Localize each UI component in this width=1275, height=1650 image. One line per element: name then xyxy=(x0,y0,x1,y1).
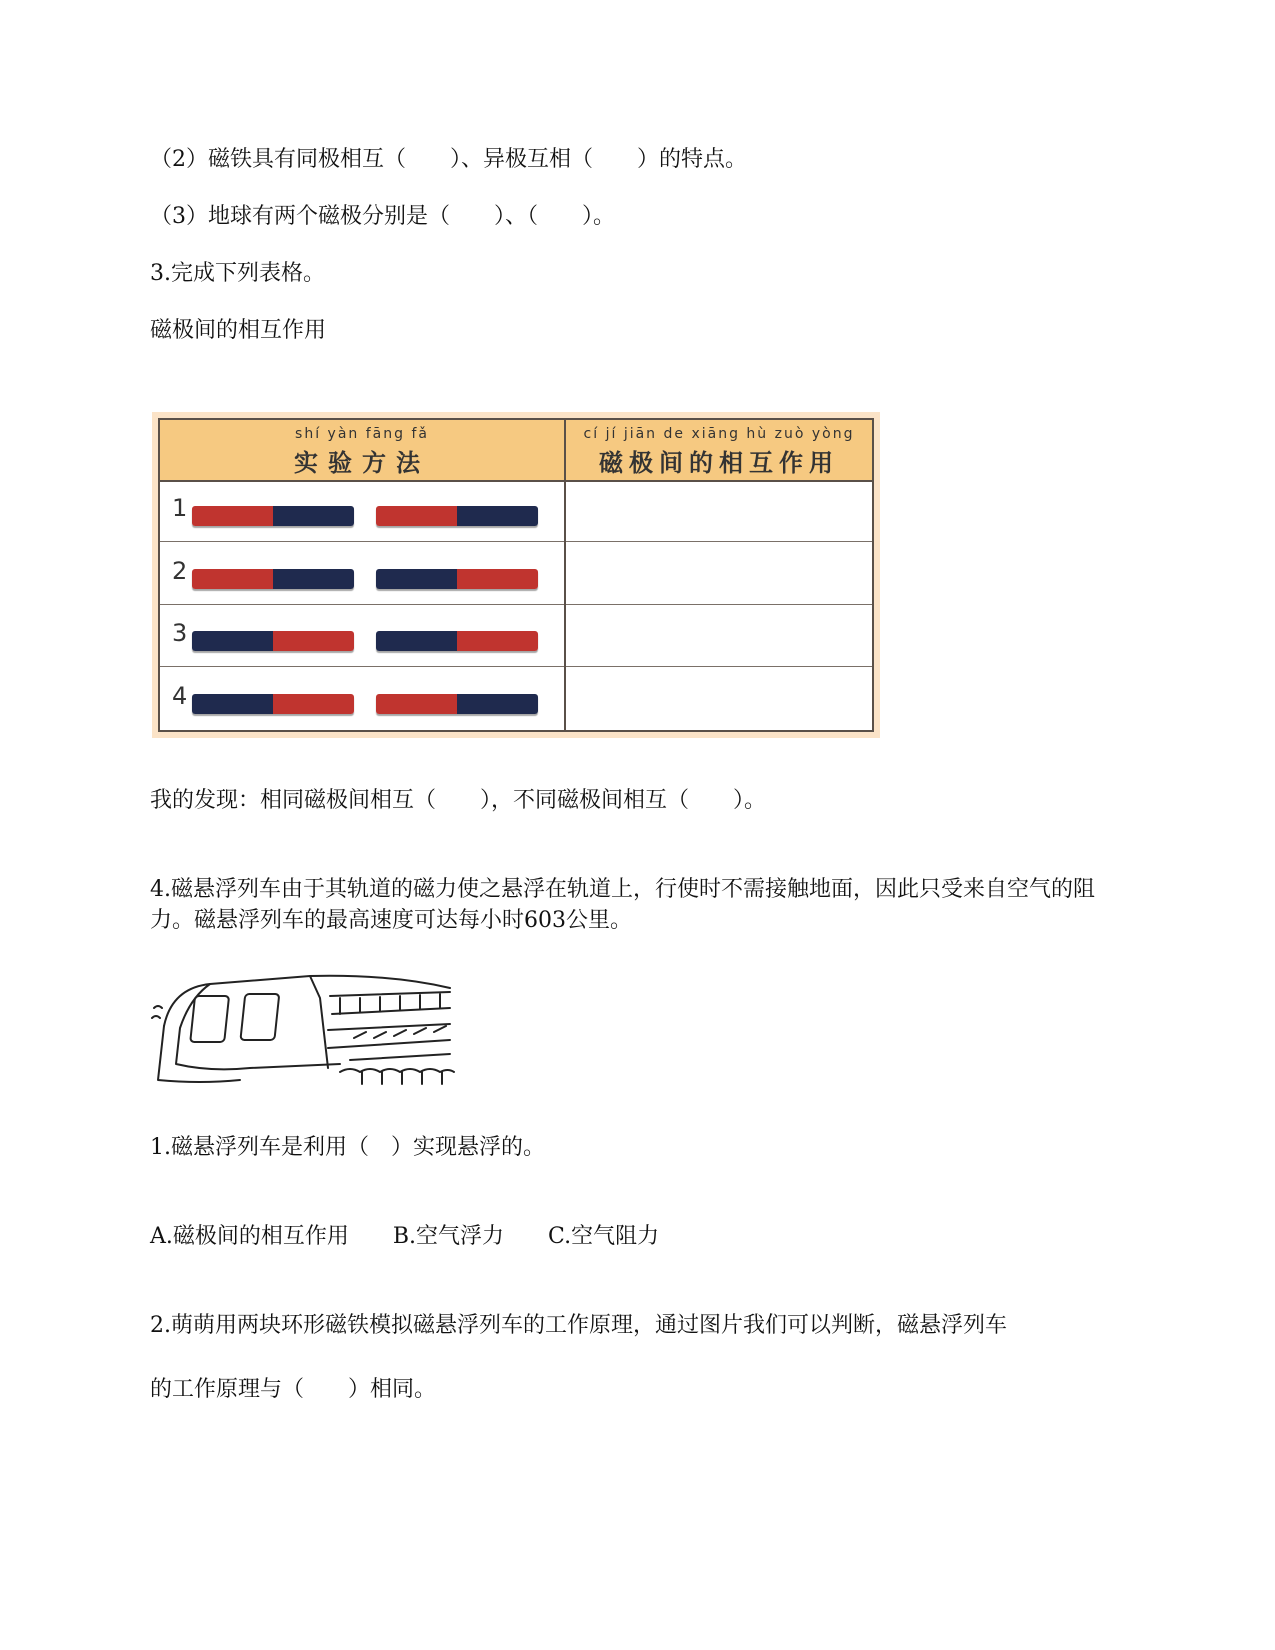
magnet-pole-blue xyxy=(376,631,457,651)
question-3-title: 3.完成下列表格。 xyxy=(150,261,325,286)
magnet-pole-blue xyxy=(376,569,457,589)
bar-magnet xyxy=(192,631,354,651)
table-row xyxy=(160,543,872,605)
magnet-pole-red xyxy=(457,569,538,589)
bar-magnet xyxy=(192,694,354,714)
table-row xyxy=(160,480,872,542)
answer-cell[interactable] xyxy=(566,543,872,604)
magnet-pole-blue xyxy=(457,506,538,526)
magnet-pole-blue xyxy=(273,569,354,589)
header-interaction-label: 磁极间的相互作用 xyxy=(599,448,839,477)
question-2-part-3: （3）地球有两个磁极分别是（ ）、（ ）。 xyxy=(150,204,615,229)
sub-question-1: 1.磁悬浮列车是利用（ ）实现悬浮的。 xyxy=(150,1135,545,1160)
row-number: 3 xyxy=(172,619,188,647)
magnet-pole-red xyxy=(192,506,273,526)
header-interaction-pinyin: cí jí jiān de xiāng hù zuò yòng xyxy=(583,426,855,442)
magnet-pole-red xyxy=(192,569,273,589)
answer-cell[interactable] xyxy=(566,605,872,666)
magnet-pole-blue xyxy=(192,694,273,714)
magnet-pole-red xyxy=(457,631,538,651)
bar-magnet xyxy=(192,506,354,526)
question-4-intro: 4.磁悬浮列车由于其轨道的磁力使之悬浮在轨道上，行使时不需接触地面，因此只受来自空气的阻力。磁悬浮列车的最高速度可达每小时603公里。 xyxy=(150,877,1095,933)
row-number: 4 xyxy=(172,681,188,710)
magnet-pole-blue xyxy=(273,506,354,526)
magnet-pole-blue xyxy=(457,694,538,714)
header-experiment-pinyin: shí yàn fāng fǎ xyxy=(295,426,429,442)
table-row xyxy=(160,668,872,730)
header-experiment-label: 实验方法 xyxy=(294,448,430,477)
question-2-part-2: （2）磁铁具有同极相互（ ）、异极互相（ ）的特点。 xyxy=(150,147,747,172)
finding-sentence: 我的发现：相同磁极间相互（ ），不同磁极间相互（ ）。 xyxy=(150,788,767,813)
magnet-pole-red xyxy=(273,631,354,651)
magnet-pole-red xyxy=(376,506,457,526)
sub-question-2-line-1: 2.萌萌用两块环形磁铁模拟磁悬浮列车的工作原理，通过图片我们可以判断，磁悬浮列车 xyxy=(150,1313,1007,1338)
row-number: 1 xyxy=(172,494,188,522)
question-3-subtitle: 磁极间的相互作用 xyxy=(150,318,327,343)
answer-cell[interactable] xyxy=(566,668,872,730)
bar-magnet xyxy=(376,631,538,651)
magnet-pole-table-figure xyxy=(152,412,880,738)
magnet-pole-red xyxy=(273,694,354,714)
magnet-pole-red xyxy=(376,694,457,714)
magnet-pole-table xyxy=(158,418,874,732)
header-pole-interaction xyxy=(566,420,872,480)
sub-question-1-options: A.磁极间的相互作用 B.空气浮力 C.空气阻力 xyxy=(150,1224,660,1249)
bar-magnet xyxy=(376,694,538,714)
table-row xyxy=(160,605,872,667)
bar-magnet xyxy=(376,506,538,526)
maglev-train-sketch xyxy=(150,968,460,1096)
sub-question-2-line-2: 的工作原理与（ ）相同。 xyxy=(150,1377,437,1402)
table-header xyxy=(160,420,872,482)
header-experiment-method xyxy=(160,420,566,480)
answer-cell[interactable] xyxy=(566,480,872,541)
bar-magnet xyxy=(192,569,354,589)
bar-magnet xyxy=(376,569,538,589)
magnet-pole-blue xyxy=(192,631,273,651)
table-column-divider xyxy=(564,480,566,730)
row-number: 2 xyxy=(172,556,188,585)
